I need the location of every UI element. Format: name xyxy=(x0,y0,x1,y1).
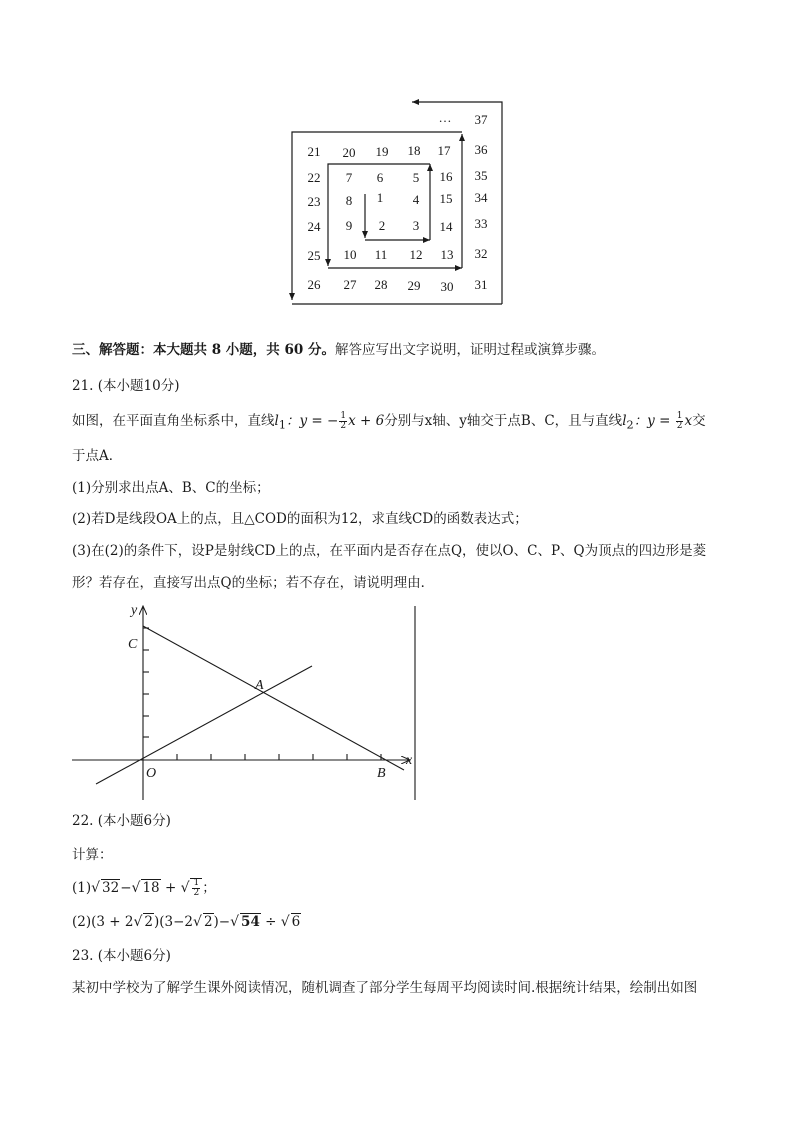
spiral-number: 32 xyxy=(474,246,488,261)
fraction-numerator: 1 xyxy=(340,411,347,421)
spiral-number: 5 xyxy=(412,170,420,185)
spiral-number: 31 xyxy=(474,277,488,292)
q21-text: 如图，在平面直角坐标系中，直线 xyxy=(72,413,275,429)
spiral-number: 2 xyxy=(378,218,386,233)
radical-sign: √ xyxy=(131,880,141,896)
spiral-number: 19 xyxy=(375,144,389,159)
q21-l1-sub: 1 xyxy=(278,418,286,432)
spiral-ellipsis: … xyxy=(438,110,452,125)
spiral-number: 8 xyxy=(345,193,353,208)
spiral-number: 14 xyxy=(439,219,453,234)
operator: ÷ xyxy=(260,914,281,930)
spiral-number: 10 xyxy=(343,247,357,262)
number-spiral-figure xyxy=(270,90,530,310)
operator: + xyxy=(160,880,181,896)
spiral-number: 37 xyxy=(474,112,488,127)
spiral-svg xyxy=(270,90,530,310)
q21-coordinate-graph xyxy=(70,600,430,805)
spiral-number: 28 xyxy=(374,277,388,292)
expr: (3 + 2 xyxy=(91,914,134,930)
operator: − xyxy=(120,880,132,896)
expr: )(3−2 xyxy=(153,914,194,930)
spiral-number: 13 xyxy=(440,247,454,262)
radicand-fraction xyxy=(190,878,202,898)
line-l1 xyxy=(143,626,404,770)
q21-l2-eq: ：y = xyxy=(633,413,675,429)
q22-header: 22. (本小题6分) xyxy=(72,813,171,829)
q23-text: 某初中学校为了解学生课外阅读情况，随机调查了部分学生每周平均阅读时间.根据统计结果，绘制出如图 xyxy=(72,980,698,996)
x-axis-label: x xyxy=(406,753,413,768)
radicand: 18 xyxy=(142,880,160,896)
point-a-label: A xyxy=(255,678,264,693)
spiral-number: 7 xyxy=(345,170,353,185)
spiral-number: 16 xyxy=(439,169,453,184)
spiral-number: 12 xyxy=(409,247,423,262)
spiral-number: 24 xyxy=(307,219,321,234)
section-heading-rest: 解答应写出文字说明，证明过程或演算步骤。 xyxy=(334,342,605,358)
spiral-number: 33 xyxy=(474,216,488,231)
q21-stem-line1 xyxy=(72,411,706,436)
q21-part1: (1)分别求出点A、B、C的坐标； xyxy=(72,480,270,496)
spiral-number: 26 xyxy=(307,277,321,292)
q22-part1 xyxy=(72,878,216,898)
spiral-number: 23 xyxy=(307,194,321,209)
spiral-number: 35 xyxy=(474,168,488,183)
punctuation: ； xyxy=(202,880,216,896)
y-axis-label: y xyxy=(131,603,138,618)
point-c-label: C xyxy=(128,637,138,652)
q23-header: 23. (本小题6分) xyxy=(72,948,171,964)
q21-text: 交 xyxy=(692,413,706,429)
spiral-number: 15 xyxy=(439,191,453,206)
q22-p1-label: (1) xyxy=(72,880,92,896)
radical-sign: √ xyxy=(280,914,290,930)
radicand: 54 xyxy=(241,914,260,930)
q21-l1-eq-b: x + 6 xyxy=(348,413,385,429)
spiral-number: 29 xyxy=(407,278,421,293)
origin-label: O xyxy=(146,766,157,781)
q21-fraction xyxy=(339,412,347,431)
radical-sign: √ xyxy=(91,880,101,896)
q21-text: 分别与x轴、y轴交于点B、C，且与直线 xyxy=(384,413,623,429)
q21-l2-sub: 2 xyxy=(626,418,634,432)
q21-header: 21. (本小题10分) xyxy=(72,378,180,394)
spiral-number: 17 xyxy=(437,143,451,158)
spiral-number: 1 xyxy=(376,190,384,205)
q22-fraction xyxy=(192,879,200,898)
spiral-number: 36 xyxy=(474,142,488,157)
spiral-number: 9 xyxy=(345,218,353,233)
spiral-number: 6 xyxy=(376,170,384,185)
radicand: 6 xyxy=(291,914,301,930)
q21-l2-name: l xyxy=(622,413,627,429)
point-b-label: B xyxy=(377,766,386,781)
fraction-denominator: 2 xyxy=(340,421,347,431)
radicand: 2 xyxy=(203,914,213,930)
q21-part3-line2: 形？若存在，直接写出点Q的坐标；若不存在，请说明理由． xyxy=(72,575,435,591)
radicand: 2 xyxy=(144,914,153,930)
q21-part3-line1: (3)在(2)的条件下，设P是射线CD上的点，在平面内是否存在点Q，使以O、C、P、Q为顶点的四边形是菱 xyxy=(72,543,707,559)
expr: )− xyxy=(213,914,231,930)
q22-p2-label: (2) xyxy=(72,914,92,930)
spiral-number: 22 xyxy=(307,170,321,185)
radical-sign: √ xyxy=(133,914,143,930)
q21-part2: (2)若D是线段OA上的点，且△COD的面积为12，求直线CD的函数表达式； xyxy=(72,511,528,527)
fraction-numerator: 1 xyxy=(193,878,200,888)
radical-sign: √ xyxy=(180,880,190,896)
spiral-number: 34 xyxy=(474,190,488,205)
spiral-number: 21 xyxy=(307,144,321,159)
radical-sign: √ xyxy=(193,914,202,930)
spiral-number: 3 xyxy=(412,218,420,233)
radical-sign: √ xyxy=(230,914,240,930)
fraction-denominator: 2 xyxy=(193,888,200,898)
section-heading-bold: 三、解答题：本大题共 8 小题，共 60 分。 xyxy=(72,342,335,358)
q21-l2-eq-b: x xyxy=(684,413,693,429)
q22-intro: 计算： xyxy=(72,847,113,863)
q22-part2 xyxy=(72,912,301,932)
q21-stem-line2: 于点A． xyxy=(72,448,123,464)
section-heading xyxy=(72,340,605,360)
spiral-number: 20 xyxy=(342,145,356,160)
radicand: 32 xyxy=(102,880,120,896)
spiral-number: 25 xyxy=(307,248,321,263)
fraction-denominator: 2 xyxy=(676,421,683,431)
spiral-number: 30 xyxy=(440,279,454,294)
line-l2 xyxy=(96,666,312,784)
graph-svg xyxy=(70,600,430,805)
q21-l1-eq: ：y = − xyxy=(286,413,339,429)
fraction-numerator: 1 xyxy=(676,411,683,421)
q21-fraction-2 xyxy=(676,412,684,431)
q21-l1-name: l xyxy=(274,413,279,429)
spiral-number: 11 xyxy=(374,247,388,262)
spiral-number: 18 xyxy=(407,143,421,158)
spiral-number: 27 xyxy=(343,277,357,292)
spiral-number: 4 xyxy=(412,192,420,207)
